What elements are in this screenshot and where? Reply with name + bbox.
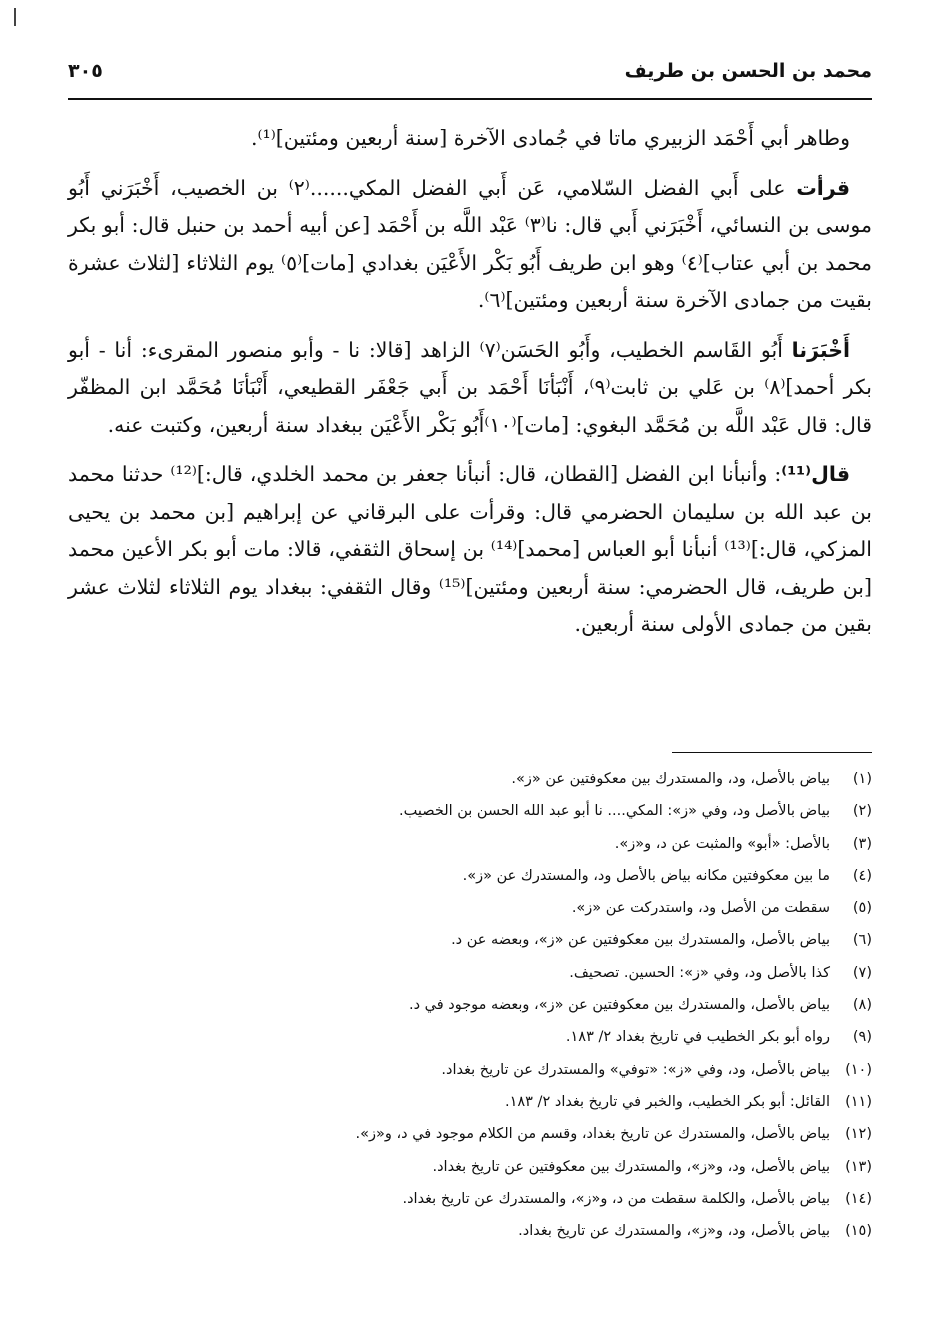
footnote-text: بياض بالأصل، والكلمة سقطت من د، و«ز»، والمستدرك عن تاريخ بغداد. [402,1190,830,1207]
footnote [68,894,872,926]
footnote-number: (٤) [852,867,872,884]
footnote [68,862,872,894]
footnote-number: (١٤) [845,1190,872,1207]
paragraph-lead: قرأت [796,175,850,200]
footnote-text: القائل: أبو بكر الخطيب، والخبر في تاريخ بغداد ٢/ ١٨٣. [504,1093,830,1110]
running-title: محمد بن الحسن بن طريف [624,60,872,82]
margin-mark [14,8,16,26]
footnote-number: (١١) [845,1093,872,1110]
footnote-number: (١٣) [845,1158,872,1175]
footnote-text: كذا بالأصل ود، وفي «ز»: الحسين. تصحيف. [569,964,830,981]
paragraph-2 [68,170,872,320]
running-header [68,54,872,100]
footnote-text: بياض بالأصل، والمستدرك بين معكوفتين عن «ز»، وبعضه موجود في د. [408,997,830,1014]
footnote-text: بياض بالأصل، ود، و«ز»، والمستدرك بين معكوفتين عن تاريخ بغداد. [432,1158,830,1175]
footnote-number: (٩) [852,1029,872,1046]
paragraph-lead: أَخْبَرَنا [791,337,850,362]
footnote [68,830,872,862]
footnote-text: بياض بالأصل، ود، والمستدرك بين معكوفتين عن «ز». [511,771,830,787]
page-number: ٣٠٥ [68,60,103,82]
paragraph-text: وطاهر أبي أَحْمَد الزبيري ماتا في جُمادى الآخرة [سنة أربعين ومئتين]⁽¹⁾. [250,126,850,150]
footnote-number: (٧) [852,964,872,981]
paragraph-text: على أَبي الفضل السّلامي، عَن أَبي الفضل المكي......⁽٢⁾ بن الخصيب، أَخْبَرَني أَبُو موسى بن النسائي، أَخْبَرَني أَبي قال: نا⁽٣⁾ عَبْد اللَّه بن أَحْمَد [عن أبيه أحمد بن حنبل قال: أبو بكر محمد بن أبي عتاب]⁽٤⁾ وهو ابن طريف أَبُو بَكْر الأَعْيَن بغدادي [مات]⁽٥⁾ يوم الثلاثاء [لثلاث عشرة بقيت من جمادى الآخرة سنة أربعين ومئتين]⁽٦⁾. [68,175,873,312]
footnote-text: سقطت من الأصل ود، واستدركت عن «ز». [571,900,830,917]
footnote-number: (٨) [852,997,872,1014]
footnote-number: (١٢) [845,1126,872,1143]
paragraph-1 [68,120,872,158]
footnote-separator [672,752,872,753]
paragraph-text: : وأنبأنا ابن الفضل [القطان، قال: أنبأنا جعفر بن محمد الخلدي، قال:]⁽¹²⁾ حدثنا محمد بن عبد الله بن سليمان الحضرمي قال: وقرأت على البرقاني عن إبراهيم [بن محمد بن يحيى المزكي، قال:]⁽¹³⁾ أنبأنا أبو العباس [محمد]⁽¹⁴⁾ بن إسحاق الثقفي، قالا: مات أبو بكر الأعين محمد [بن طريف، قال الحضرمي: سنة أربعين ومئتين]⁽¹⁵⁾ وقال الثقفي: ببغداد يوم الثلاثاء لثلاث عشر بقين من جمادى الأولى سنة أربعين. [68,462,873,636]
footnote-number: (٦) [852,932,872,949]
footnote [68,1088,872,1120]
paragraph-4 [68,456,872,644]
footnote [68,926,872,958]
footnote-text: بياض بالأصل، ود، وفي «ز»: «توفي» والمستدرك عن تاريخ بغداد. [441,1061,830,1078]
footnote-number: (١٥) [845,1223,872,1240]
footnote-text: بياض بالأصل، ود، و«ز»، والمستدرك عن تاريخ بغداد. [518,1223,830,1240]
footnote-number: (٢) [852,803,872,820]
footnote [68,991,872,1023]
footnote-text: بياض بالأصل ود، وفي «ز»: المكي.... نا أبو عبد الله الحسن بن الخصيب. [399,803,830,820]
footnote-number: (١) [852,771,872,787]
footnote [68,1185,872,1217]
footnote-text: رواه أبو بكر الخطيب في تاريخ بغداد ٢/ ١٨٣. [565,1029,830,1046]
footnote-text: بالأصل: «أبو» والمثبت عن د، و«ز». [614,835,830,852]
footnote [68,1217,872,1249]
footnote-text: ما بين معكوفتين مكانه بياض بالأصل ود، والمستدرك عن «ز». [462,867,830,884]
main-text [68,120,872,656]
book-page [68,40,872,1300]
paragraph-lead: قال⁽¹¹⁾ [781,462,850,486]
footnote [68,1120,872,1152]
footnote-number: (١٠) [845,1061,872,1078]
footnote [68,1056,872,1088]
footnote-text: بياض بالأصل، والمستدرك عن تاريخ بغداد، وقسم من الكلام موجود في د، و«ز». [355,1126,830,1143]
footnote [68,765,872,797]
footnote-number: (٥) [852,900,872,917]
footnote [68,1153,872,1185]
footnote-number: (٣) [852,835,872,852]
footnote [68,959,872,991]
paragraph-3 [68,332,872,445]
footnote [68,797,872,829]
footnote-text: بياض بالأصل، والمستدرك بين معكوفتين عن «ز»، وبعضه عن د. [451,932,830,949]
footnote [68,1023,872,1055]
paragraph-text: أَبُو القَاسم الخطيب، وأَبُو الحَسَن⁽٧⁾ الزاهد [قالا: نا - وأبو منصور المقرىء: أنا - أبو بكر أحمد]⁽٨⁾ بن عَلي بن ثابت⁽٩⁾، أَنْبَأنَا أَحْمَد بن أَبي جَعْفَر القطيعي، أَنْبَأنَا مُحَمَّد ابن المظفّر قال: قال عَبْد اللَّه بن مُحَمَّد البغوي: [مات]⁽١٠⁾أَبُو بَكْر الأَعْيَن ببغداد سنة أربعين، وكتبت عنه. [68,337,872,437]
footnotes-list [68,765,872,1249]
